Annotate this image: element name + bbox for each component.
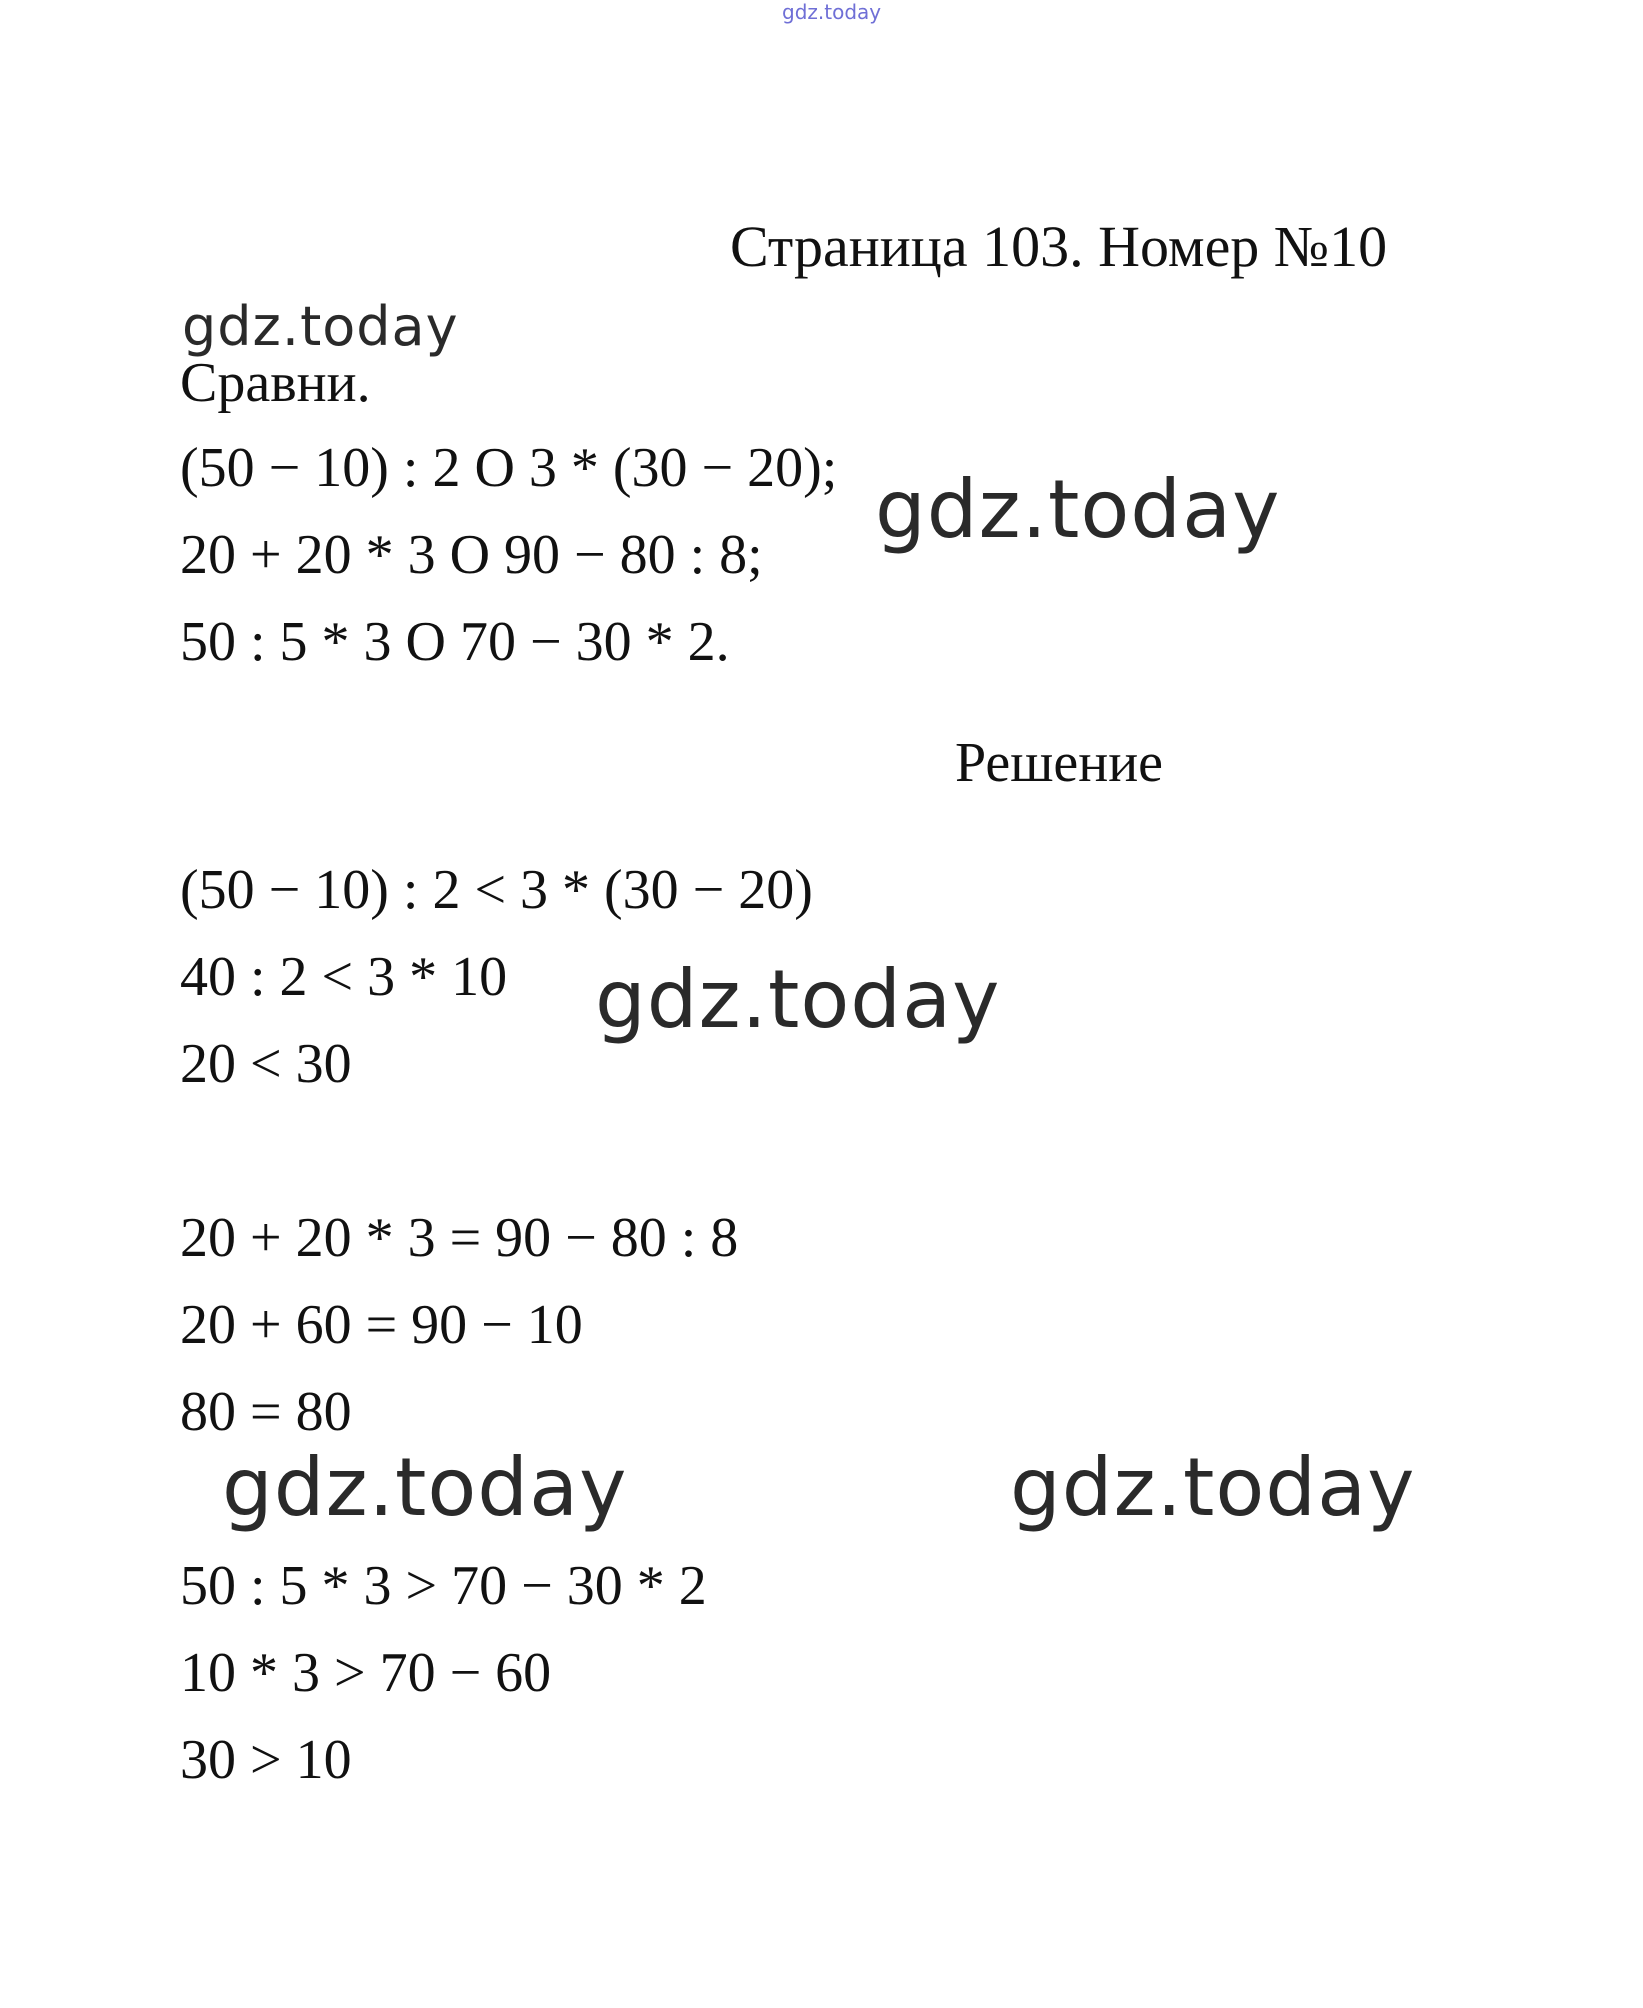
watermark: gdz.today [222, 1441, 628, 1534]
solution-line: 50 : 5 * 3 > 70 − 30 * 2 [180, 1555, 707, 1617]
solution-line: 20 + 20 * 3 = 90 − 80 : 8 [180, 1207, 739, 1269]
task-instruction: Сравни. [180, 352, 371, 414]
task-expression: 20 + 20 * 3 O 90 − 80 : 8; [180, 524, 763, 586]
solution-line: 20 + 60 = 90 − 10 [180, 1294, 583, 1356]
page-title: Страница 103. Номер №10 [730, 214, 1388, 279]
task-expression: 50 : 5 * 3 O 70 − 30 * 2. [180, 611, 730, 673]
watermark: gdz.today [875, 463, 1281, 556]
solution-line: 40 : 2 < 3 * 10 [180, 946, 508, 1008]
solution-heading: Решение [955, 732, 1164, 794]
task-expression: (50 − 10) : 2 O 3 * (30 − 20); [180, 437, 838, 499]
solution-line: 80 = 80 [180, 1381, 352, 1443]
solution-line: 30 > 10 [180, 1729, 352, 1791]
top-watermark: gdz.today [782, 0, 882, 24]
watermark: gdz.today [1010, 1441, 1416, 1534]
watermark: gdz.today [182, 295, 459, 358]
solution-line: 10 * 3 > 70 − 60 [180, 1642, 552, 1704]
solution-line: 20 < 30 [180, 1033, 352, 1095]
watermark: gdz.today [595, 953, 1001, 1046]
solution-line: (50 − 10) : 2 < 3 * (30 − 20) [180, 859, 813, 921]
